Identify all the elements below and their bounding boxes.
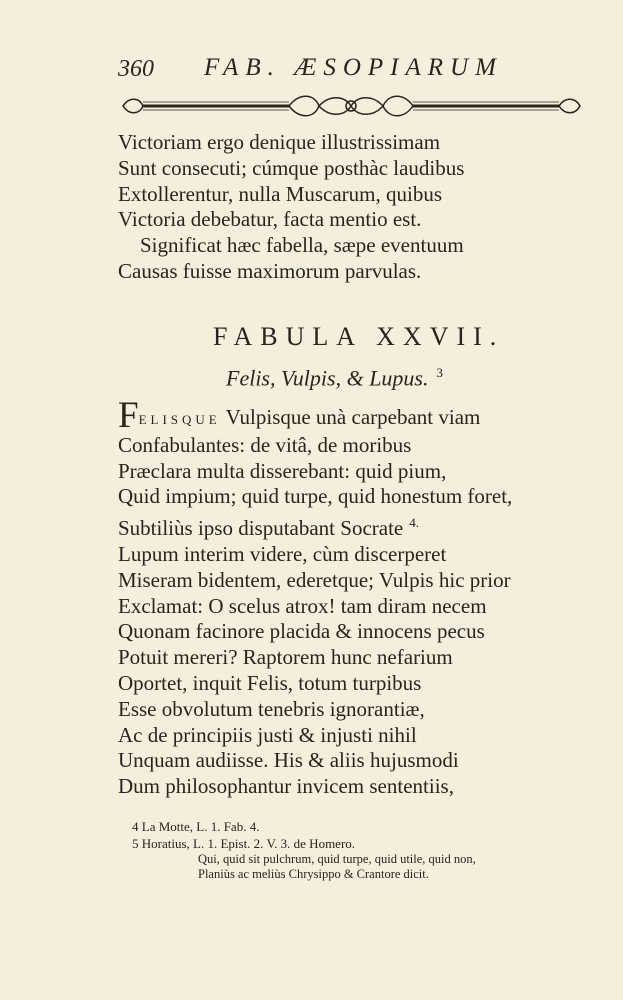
- text-line: Potuit mereri? Raptorem hunc nefarium: [118, 645, 453, 670]
- text-line: Esse obvolutum tenebris ignorantiæ,: [118, 696, 425, 721]
- text-line: Quonam facinore placida & innocens pecus: [118, 619, 485, 644]
- text-line-content: Subtiliùs ipso disputabant Socrate: [118, 516, 404, 541]
- text-line: Ac de principiis justi & injusti nihil: [118, 722, 417, 747]
- text-line: Confabulantes: de vitâ, de moribus: [118, 432, 412, 457]
- footnote-quote-line: Qui, quid sit pulchrum, quid turpe, quid utile, quid non,: [198, 852, 476, 866]
- text-line: Victoriam ergo denique illustrissimam: [118, 130, 441, 154]
- first-line-rest: Vulpisque unà carpebant viam: [220, 405, 481, 429]
- fable-subtitle-text: Felis, Vulpis, & Lupus.: [226, 365, 429, 391]
- footnote-quote-line: Planiùs ac meliùs Chrysippo & Crantore dicit.: [198, 867, 429, 881]
- text-line: Dum philosophantur invicem sententiis,: [118, 774, 454, 799]
- continuation-text: [118, 130, 588, 285]
- fable-text: [118, 395, 588, 800]
- footnote: 4 La Motte, L. 1. Fab. 4.: [132, 819, 260, 834]
- page-header: [118, 52, 538, 86]
- text-line: Extollerentur, nulla Muscarum, quibus: [118, 181, 443, 206]
- fable-subtitle: [226, 365, 443, 391]
- text-line: Quid impium; quid turpe, quid honestum foret,: [118, 484, 513, 509]
- text-line: Significat hæc fabella, sæpe eventuum: [140, 233, 464, 258]
- text-line: Oportet, inquit Felis, totum turpibus: [118, 670, 422, 695]
- footnotes: [132, 818, 602, 882]
- text-line: Sunt consecuti; cúmque posthàc laudibus: [118, 155, 465, 180]
- header-ornament: [119, 93, 584, 119]
- running-head: FAB. ÆSOPIARUM: [204, 54, 503, 81]
- text-line: Lupum interim videre, cùm discerperet: [118, 541, 447, 566]
- text-line: Unquam audiisse. His & aliis hujusmodi: [118, 748, 459, 773]
- text-line: Causas fuisse maximorum parvulas.: [118, 258, 422, 283]
- text-line: Exclamat: O scelus atrox! tam diram necem: [118, 593, 487, 618]
- first-word-smallcaps: ELISQUE: [138, 412, 221, 427]
- drop-cap: F: [118, 395, 139, 436]
- footnote-marker: 3: [436, 365, 443, 380]
- footnote: 5 Horatius, L. 1. Epist. 2. V. 3. de Homero.: [132, 836, 356, 851]
- text-line-socrate: [118, 510, 588, 542]
- fable-title: FABULA XXVII.: [213, 322, 505, 351]
- text-line: Præclara multa disserebant: quid pium,: [118, 458, 447, 483]
- page-number: 360: [118, 56, 154, 82]
- footnote-marker: 4.: [409, 515, 419, 531]
- text-line: Victoria debebatur, facta mentio est.: [118, 207, 422, 232]
- text-line: Miseram bidentem, ederetque; Vulpis hic prior: [118, 567, 511, 592]
- first-line: [118, 395, 588, 436]
